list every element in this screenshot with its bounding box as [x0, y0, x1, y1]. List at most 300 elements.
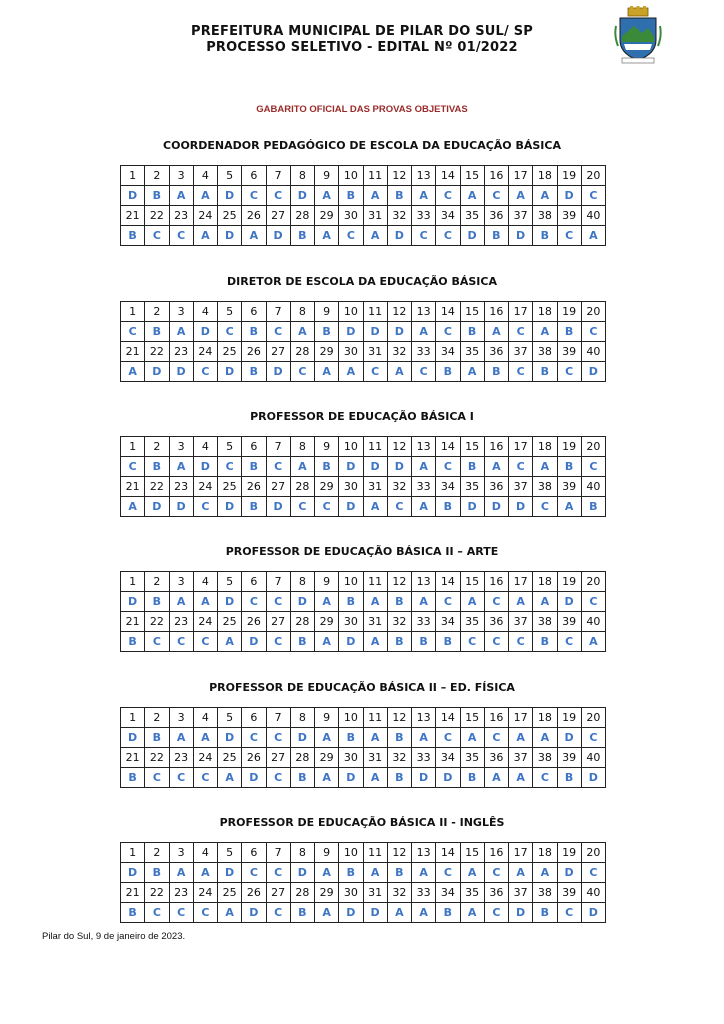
answer-cell: C	[242, 728, 266, 748]
answer-cell: A	[509, 728, 533, 748]
question-number-cell: 4	[193, 437, 217, 457]
answer-cell: A	[412, 728, 436, 748]
question-number-cell: 5	[218, 708, 242, 728]
question-number-cell: 35	[460, 477, 484, 497]
question-number-cell: 39	[557, 612, 581, 632]
answer-cell: D	[460, 497, 484, 517]
answer-cell: C	[218, 457, 242, 477]
question-number-cell: 27	[266, 342, 290, 362]
question-number-cell: 1	[121, 708, 145, 728]
answer-cell: C	[412, 226, 436, 246]
question-number-cell: 23	[169, 612, 193, 632]
question-number-cell: 40	[581, 612, 605, 632]
answer-cell: A	[242, 226, 266, 246]
question-number-cell: 8	[290, 437, 314, 457]
answer-row	[121, 186, 606, 206]
answer-cell: A	[315, 903, 339, 923]
question-number-cell: 8	[290, 166, 314, 186]
question-number-cell: 11	[363, 572, 387, 592]
question-number-cell: 5	[218, 166, 242, 186]
answer-cell: D	[290, 592, 314, 612]
answer-cell: C	[145, 903, 169, 923]
answer-cell: C	[581, 592, 605, 612]
answer-cell: D	[169, 362, 193, 382]
answer-cell: D	[218, 728, 242, 748]
answer-cell: C	[581, 457, 605, 477]
answer-cell: C	[266, 863, 290, 883]
answer-cell: A	[509, 768, 533, 788]
question-number-cell: 20	[581, 572, 605, 592]
question-number-cell: 21	[121, 342, 145, 362]
question-number-cell: 32	[387, 342, 411, 362]
answer-cell: D	[363, 457, 387, 477]
answer-cell: B	[145, 186, 169, 206]
answer-cell: D	[266, 497, 290, 517]
answer-cell: D	[169, 497, 193, 517]
question-number-cell: 15	[460, 843, 484, 863]
answer-cell: C	[509, 362, 533, 382]
answer-cell: B	[533, 226, 557, 246]
question-number-cell: 32	[387, 883, 411, 903]
answer-cell: A	[412, 457, 436, 477]
answer-cell: B	[387, 632, 411, 652]
answer-cell: B	[412, 632, 436, 652]
answer-cell: A	[484, 457, 508, 477]
answer-cell: A	[169, 863, 193, 883]
answer-cell: A	[169, 186, 193, 206]
answer-cell: D	[363, 903, 387, 923]
question-number-cell: 6	[242, 437, 266, 457]
question-number-cell: 36	[484, 342, 508, 362]
answer-cell: B	[242, 457, 266, 477]
answer-cell: A	[387, 362, 411, 382]
question-number-cell: 38	[533, 342, 557, 362]
answer-cell: B	[145, 863, 169, 883]
answer-cell: C	[581, 186, 605, 206]
answer-cell: C	[193, 903, 217, 923]
answer-cell: A	[557, 497, 581, 517]
question-number-cell: 35	[460, 206, 484, 226]
answer-cell: A	[412, 903, 436, 923]
question-number-cell: 16	[484, 302, 508, 322]
question-number-cell: 26	[242, 612, 266, 632]
question-number-cell: 39	[557, 342, 581, 362]
answer-cell: A	[509, 592, 533, 612]
answer-cell: D	[557, 728, 581, 748]
question-number-cell: 27	[266, 883, 290, 903]
question-number-cell: 25	[218, 342, 242, 362]
question-number-cell: 15	[460, 708, 484, 728]
question-number-cell: 15	[460, 166, 484, 186]
question-number-cell: 19	[557, 166, 581, 186]
answer-cell: A	[169, 728, 193, 748]
document-date: Pilar do Sul, 9 de janeiro de 2023.	[42, 931, 186, 942]
question-number-cell: 37	[509, 748, 533, 768]
answer-row	[121, 362, 606, 382]
answer-cell: D	[387, 226, 411, 246]
question-number-cell: 31	[363, 477, 387, 497]
answer-cell: D	[121, 728, 145, 748]
answer-cell: B	[145, 457, 169, 477]
answer-cell: C	[169, 768, 193, 788]
answer-cell: A	[169, 592, 193, 612]
answer-cell: C	[509, 457, 533, 477]
answer-cell: C	[557, 632, 581, 652]
question-number-cell: 20	[581, 166, 605, 186]
header-subtitle: PROCESSO SELETIVO - EDITAL Nº 01/2022	[206, 40, 518, 55]
question-number-cell: 32	[387, 612, 411, 632]
answer-cell: A	[363, 497, 387, 517]
answer-cell: D	[218, 863, 242, 883]
question-number-cell: 37	[509, 342, 533, 362]
question-number-cell: 21	[121, 748, 145, 768]
question-number-cell: 28	[290, 206, 314, 226]
question-number-cell: 11	[363, 708, 387, 728]
question-number-cell: 6	[242, 843, 266, 863]
answer-cell: B	[290, 226, 314, 246]
question-number-cell: 40	[581, 477, 605, 497]
answer-cell: C	[484, 632, 508, 652]
question-number-cell: 31	[363, 206, 387, 226]
question-number-row	[121, 166, 606, 186]
answer-cell: B	[533, 632, 557, 652]
question-number-cell: 6	[242, 166, 266, 186]
question-number-cell: 39	[557, 883, 581, 903]
answer-cell: C	[266, 186, 290, 206]
answer-cell: C	[193, 768, 217, 788]
answer-cell: B	[484, 226, 508, 246]
answer-cell: A	[193, 592, 217, 612]
question-number-cell: 4	[193, 708, 217, 728]
answer-cell: A	[484, 322, 508, 342]
question-number-cell: 7	[266, 302, 290, 322]
answer-cell: C	[509, 322, 533, 342]
question-number-cell: 29	[315, 748, 339, 768]
answer-cell: A	[193, 863, 217, 883]
answer-cell: D	[218, 362, 242, 382]
answer-cell: D	[557, 592, 581, 612]
question-number-cell: 24	[193, 342, 217, 362]
question-number-cell: 9	[315, 843, 339, 863]
answer-cell: D	[412, 768, 436, 788]
question-number-cell: 8	[290, 572, 314, 592]
answer-cell: A	[581, 226, 605, 246]
answer-cell: A	[460, 728, 484, 748]
answer-cell: D	[363, 322, 387, 342]
answer-cell: D	[266, 226, 290, 246]
question-number-cell: 36	[484, 612, 508, 632]
answer-cell: B	[242, 497, 266, 517]
question-number-cell: 34	[436, 612, 460, 632]
answer-cell: B	[557, 457, 581, 477]
answer-cell: C	[436, 186, 460, 206]
answer-cell: A	[509, 863, 533, 883]
question-number-cell: 26	[242, 748, 266, 768]
question-number-cell: 23	[169, 342, 193, 362]
question-number-cell: 13	[412, 572, 436, 592]
answer-cell: B	[436, 362, 460, 382]
question-number-cell: 17	[509, 166, 533, 186]
answer-cell: C	[436, 728, 460, 748]
answer-cell: B	[581, 497, 605, 517]
question-number-cell: 35	[460, 748, 484, 768]
answer-table	[120, 301, 606, 382]
question-number-cell: 21	[121, 883, 145, 903]
answer-cell: A	[315, 728, 339, 748]
answer-cell: C	[363, 362, 387, 382]
answer-cell: A	[363, 632, 387, 652]
answer-cell: D	[290, 863, 314, 883]
section-title: PROFESSOR DE EDUCAÇÃO BÁSICA I	[250, 410, 474, 423]
answer-cell: A	[121, 497, 145, 517]
answer-cell: A	[363, 863, 387, 883]
answer-cell: B	[460, 322, 484, 342]
answer-cell: B	[557, 322, 581, 342]
answer-table	[120, 842, 606, 923]
question-number-cell: 7	[266, 708, 290, 728]
answer-cell: A	[315, 863, 339, 883]
answer-cell: B	[290, 903, 314, 923]
question-number-cell: 23	[169, 206, 193, 226]
question-number-cell: 35	[460, 883, 484, 903]
question-number-cell: 5	[218, 437, 242, 457]
question-number-cell: 26	[242, 206, 266, 226]
question-number-cell: 28	[290, 342, 314, 362]
question-number-cell: 7	[266, 166, 290, 186]
question-number-cell: 3	[169, 302, 193, 322]
question-number-cell: 18	[533, 708, 557, 728]
question-number-cell: 29	[315, 477, 339, 497]
answer-cell: C	[266, 768, 290, 788]
answer-cell: A	[533, 457, 557, 477]
question-number-cell: 25	[218, 883, 242, 903]
answer-cell: C	[145, 632, 169, 652]
question-number-cell: 18	[533, 166, 557, 186]
answer-cell: C	[533, 768, 557, 788]
answer-row	[121, 226, 606, 246]
question-number-cell: 7	[266, 572, 290, 592]
question-number-cell: 30	[339, 342, 363, 362]
question-number-cell: 9	[315, 708, 339, 728]
question-number-cell: 11	[363, 166, 387, 186]
answer-table	[120, 165, 606, 246]
question-number-cell: 19	[557, 437, 581, 457]
answer-cell: A	[315, 768, 339, 788]
answer-cell: A	[387, 903, 411, 923]
answer-cell: C	[557, 362, 581, 382]
answer-table	[120, 707, 606, 788]
answer-cell: A	[533, 186, 557, 206]
answer-cell: A	[533, 863, 557, 883]
question-number-cell: 6	[242, 572, 266, 592]
question-number-cell: 8	[290, 843, 314, 863]
answer-cell: D	[121, 592, 145, 612]
answer-cell: D	[121, 186, 145, 206]
answer-cell: C	[387, 497, 411, 517]
answer-cell: B	[387, 592, 411, 612]
answer-cell: C	[266, 728, 290, 748]
answer-cell: C	[169, 226, 193, 246]
answer-cell: A	[218, 903, 242, 923]
answer-cell: C	[436, 457, 460, 477]
question-number-cell: 19	[557, 572, 581, 592]
answer-row	[121, 497, 606, 517]
question-number-cell: 34	[436, 342, 460, 362]
question-number-cell: 36	[484, 477, 508, 497]
answer-cell: C	[436, 592, 460, 612]
question-number-cell: 20	[581, 843, 605, 863]
answer-cell: D	[509, 903, 533, 923]
answer-cell: A	[315, 226, 339, 246]
answer-cell: D	[145, 362, 169, 382]
answer-cell: B	[242, 322, 266, 342]
question-number-cell: 19	[557, 843, 581, 863]
question-number-cell: 13	[412, 437, 436, 457]
answer-cell: A	[460, 186, 484, 206]
answer-cell: A	[533, 728, 557, 748]
question-number-cell: 29	[315, 883, 339, 903]
answer-cell: A	[290, 322, 314, 342]
question-number-row	[121, 572, 606, 592]
answer-cell: D	[436, 768, 460, 788]
question-number-cell: 31	[363, 883, 387, 903]
question-number-cell: 28	[290, 612, 314, 632]
answer-cell: C	[218, 322, 242, 342]
question-number-cell: 38	[533, 477, 557, 497]
answer-cell: D	[218, 497, 242, 517]
answer-table	[120, 571, 606, 652]
answer-cell: D	[242, 903, 266, 923]
question-number-cell: 10	[339, 166, 363, 186]
answer-cell: B	[339, 592, 363, 612]
question-number-cell: 2	[145, 843, 169, 863]
answer-cell: B	[290, 632, 314, 652]
question-number-cell: 13	[412, 166, 436, 186]
question-number-cell: 40	[581, 883, 605, 903]
question-number-cell: 11	[363, 302, 387, 322]
answer-cell: D	[242, 768, 266, 788]
question-number-cell: 27	[266, 748, 290, 768]
header-title: PREFEITURA MUNICIPAL DE PILAR DO SUL/ SP	[190, 24, 533, 39]
question-number-cell: 2	[145, 437, 169, 457]
question-number-cell: 4	[193, 572, 217, 592]
answer-cell: D	[557, 863, 581, 883]
question-number-cell: 9	[315, 302, 339, 322]
answer-cell: B	[533, 903, 557, 923]
question-number-cell: 15	[460, 437, 484, 457]
question-number-cell: 26	[242, 883, 266, 903]
question-number-row	[121, 748, 606, 768]
answer-cell: C	[484, 863, 508, 883]
answer-cell: C	[460, 632, 484, 652]
answer-cell: B	[339, 863, 363, 883]
answer-cell: B	[145, 592, 169, 612]
question-number-cell: 36	[484, 748, 508, 768]
answer-cell: B	[121, 768, 145, 788]
answer-cell: A	[363, 728, 387, 748]
answer-cell: D	[145, 497, 169, 517]
question-number-cell: 37	[509, 477, 533, 497]
answer-cell: C	[266, 457, 290, 477]
question-number-cell: 33	[412, 477, 436, 497]
answer-cell: C	[412, 362, 436, 382]
answer-cell: D	[193, 457, 217, 477]
answer-cell: C	[436, 322, 460, 342]
question-number-cell: 16	[484, 843, 508, 863]
question-number-cell: 40	[581, 342, 605, 362]
answer-cell: B	[290, 768, 314, 788]
answer-cell: B	[242, 362, 266, 382]
question-number-cell: 27	[266, 206, 290, 226]
answer-cell: D	[484, 497, 508, 517]
answer-cell: A	[412, 322, 436, 342]
answer-cell: C	[266, 322, 290, 342]
question-number-cell: 1	[121, 166, 145, 186]
question-number-cell: 9	[315, 437, 339, 457]
question-number-cell: 19	[557, 302, 581, 322]
answer-cell: B	[387, 728, 411, 748]
question-number-cell: 3	[169, 708, 193, 728]
question-number-row	[121, 206, 606, 226]
answer-row	[121, 728, 606, 748]
question-number-cell: 38	[533, 748, 557, 768]
question-number-cell: 14	[436, 708, 460, 728]
question-number-cell: 18	[533, 302, 557, 322]
question-number-cell: 3	[169, 166, 193, 186]
question-number-cell: 34	[436, 477, 460, 497]
question-number-cell: 20	[581, 437, 605, 457]
question-number-cell: 6	[242, 302, 266, 322]
question-number-cell: 14	[436, 843, 460, 863]
question-number-cell: 20	[581, 708, 605, 728]
answer-cell: D	[339, 457, 363, 477]
answer-cell: A	[363, 226, 387, 246]
answer-cell: D	[557, 186, 581, 206]
question-number-cell: 11	[363, 843, 387, 863]
answer-cell: D	[387, 457, 411, 477]
answer-cell: A	[315, 592, 339, 612]
question-number-cell: 28	[290, 748, 314, 768]
answer-cell: A	[484, 768, 508, 788]
answer-cell: C	[145, 226, 169, 246]
answer-cell: D	[218, 226, 242, 246]
answer-cell: B	[145, 728, 169, 748]
question-number-cell: 38	[533, 883, 557, 903]
question-number-cell: 25	[218, 477, 242, 497]
question-number-cell: 23	[169, 748, 193, 768]
section-title: PROFESSOR DE EDUCAÇÃO BÁSICA II - INGLÊS	[219, 816, 505, 829]
question-number-cell: 24	[193, 748, 217, 768]
document-subtitle: GABARITO OFICIAL DAS PROVAS OBJETIVAS	[256, 104, 468, 115]
answer-row	[121, 863, 606, 883]
answer-cell: D	[509, 497, 533, 517]
question-number-cell: 14	[436, 572, 460, 592]
answer-cell: D	[242, 632, 266, 652]
question-number-cell: 35	[460, 342, 484, 362]
question-number-cell: 18	[533, 437, 557, 457]
question-number-cell: 28	[290, 883, 314, 903]
question-number-cell: 11	[363, 437, 387, 457]
question-number-cell: 23	[169, 477, 193, 497]
question-number-cell: 5	[218, 302, 242, 322]
question-number-cell: 7	[266, 437, 290, 457]
question-number-cell: 10	[339, 572, 363, 592]
question-number-cell: 1	[121, 572, 145, 592]
question-number-cell: 14	[436, 302, 460, 322]
question-number-cell: 17	[509, 572, 533, 592]
answer-cell: C	[436, 863, 460, 883]
answer-cell: D	[193, 322, 217, 342]
